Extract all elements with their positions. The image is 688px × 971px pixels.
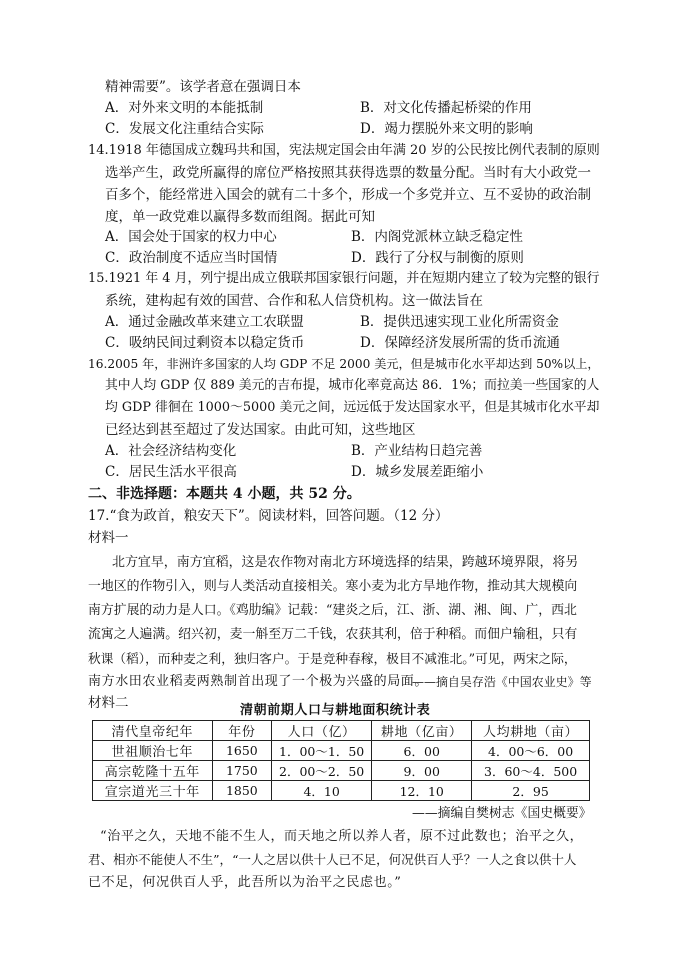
quote-line-3: 已不足，何况供百人乎，此吾所以为治平之民虑也。” [88, 875, 402, 890]
q13-option-d[interactable]: D．竭力摆脱外来文明的影响 [360, 121, 533, 137]
table-cell: 1650 [212, 741, 271, 761]
quote-line-2: 君、相亦不能使人不生”，“一人之居以供十人已不足，何况供百人乎？一人之食以供十人 [88, 852, 577, 867]
q14-option-c[interactable]: C．政治制度不适应当时国情 [105, 250, 278, 266]
q14-stem-line-2: 选举产生，政党所赢得的席位严格按照其获得选票的数量分配。当时有大小政党一 [105, 165, 591, 181]
q17-title: 17.“食为政首，粮安天下”。阅读材料，回答问题。（12 分） [88, 508, 449, 524]
material-1-label: 材料一 [88, 530, 129, 546]
table-row [93, 741, 590, 761]
q16-stem-line-1: 16.2005 年，非洲许多国家的人均 GDP 不足 2000 美元，但是城市化水平却达到 50%以上， [88, 357, 600, 371]
q15-option-d[interactable]: D．保障经济发展所需的货币流通 [360, 335, 560, 351]
table-cell: 4．00～6．00 [472, 741, 590, 761]
table-caption: 清朝前期人口与耕地面积统计表 [240, 703, 431, 718]
q15-stem-line-2: 系统，建构起有效的国营、合作和私人信贷机构。这一做法旨在 [105, 293, 483, 309]
table-cell: 2．00～2．50 [272, 761, 372, 781]
table-cell: 高宗乾隆十五年 [93, 761, 213, 781]
q13-continuation: 精神需要”。该学者意在强调日本 [105, 79, 301, 95]
q14-option-a[interactable]: A．国会处于国家的权力中心 [105, 229, 277, 245]
q15-option-c[interactable]: C．吸纳民间过剩资本以稳定货币 [105, 335, 305, 351]
q16-stem-line-3: 均 GDP 徘徊在 1000～5000 美元之间，远远低于发达国家水平，但是其城市化水平却 [105, 400, 600, 415]
table-header-cell: 耕地（亿亩） [372, 721, 472, 741]
q13-option-b[interactable]: B．对文化传播起桥梁的作用 [360, 100, 532, 116]
table-cell: 1．00～1．50 [272, 741, 372, 761]
q16-stem-line-4: 已经达到甚至超过了发达国家。由此可知，这些地区 [105, 422, 416, 438]
table-cell: 1850 [212, 781, 271, 801]
q16-option-a[interactable]: A．社会经济结构变化 [105, 443, 237, 459]
material-1-line-4: 流寓之人遍满。绍兴初，麦一斛至万二千钱，农获其利，倍于种稻。而佃户输租，只有 [88, 627, 578, 642]
q16-option-b[interactable]: B．产业结构日趋完善 [351, 443, 483, 459]
q14-stem-line-4: 度，单一政党难以赢得多数而组阁。据此可知 [105, 209, 375, 225]
table-header-cell: 人口（亿） [272, 721, 372, 741]
table-source: ——摘编自樊树志《国史概要》 [412, 806, 592, 821]
material-1-line-3: 南方扩展的动力是人口。《鸡肋编》记载：“建炎之后，江、浙、湖、湘、闽、广，西北 [88, 603, 577, 618]
material-1-line-2: 一地区的作物引入，则与人类活动直接相关。寒小麦为北方旱地作物，推动其大规模向 [88, 579, 578, 594]
q16-option-d[interactable]: D．城乡发展差距缩小 [351, 464, 484, 480]
q14-stem-line-3: 百多个，能经常进入国会的就有二十多个，形成一个多党并立、互不妥协的政治制 [105, 187, 591, 203]
table-header-cell: 清代皇帝纪年 [93, 721, 213, 741]
table-cell: 宣宗道光三十年 [93, 781, 213, 801]
table-cell: 2．95 [472, 781, 590, 801]
quote-line-1: “治平之久，天地不能不生人，而天地之所以养人者，原不过此数也；治平之久， [100, 829, 584, 844]
table-cell: 6．00 [372, 741, 472, 761]
population-farmland-table [92, 720, 590, 801]
material-1-line-6: 南方水田农业稻麦两熟制首出现了一个极为兴盛的局面。 [88, 674, 429, 689]
table-cell: 3．60～4．500 [472, 761, 590, 781]
table-cell: 9．00 [372, 761, 472, 781]
material-1-source: ——摘自吴存浩《中国农业史》等 [412, 675, 592, 689]
q15-option-b[interactable]: B．提供迅速实现工业化所需资金 [360, 314, 559, 330]
q14-option-b[interactable]: B．内阁党派林立缺乏稳定性 [351, 229, 523, 245]
q14-option-d[interactable]: D．践行了分权与制衡的原则 [351, 250, 524, 266]
material-1-line-1: 北方宜早，南方宜稻，这是农作物对南北方环境选择的结果，跨越环境界限，将另 [112, 555, 579, 570]
q14-stem-line-1: 14.1918 年德国成立魏玛共和国，宪法规定国会由年满 20 岁的公民按比例代表制的原则 [88, 143, 600, 158]
q13-option-c[interactable]: C．发展文化注重结合实际 [105, 121, 264, 137]
q13-option-a[interactable]: A．对外来文明的本能抵制 [105, 100, 264, 116]
table-cell: 4．10 [272, 781, 372, 801]
table-header-cell: 人均耕地（亩） [472, 721, 590, 741]
material-1-line-5: 秋课（稻），而种麦之利，独归客户。于是竞种春稼，极目不减淮北。”可见，两宋之际， [88, 651, 577, 666]
table-cell: 12．10 [372, 781, 472, 801]
table-row [93, 761, 590, 781]
table-header-cell: 年份 [212, 721, 271, 741]
q16-option-c[interactable]: C．居民生活水平很高 [105, 464, 237, 480]
table-header-row [93, 721, 590, 741]
q15-stem-line-1: 15.1921 年 4 月，列宁提出成立俄联邦国家银行问题，并在短期内建立了较为完整的银行 [88, 271, 600, 286]
section-2-heading: 二、非选择题：本题共 4 小题，共 52 分。 [88, 486, 361, 502]
q15-option-a[interactable]: A．通过金融改革来建立工农联盟 [105, 314, 304, 330]
material-2-label: 材料二 [88, 695, 129, 711]
table-cell: 1750 [212, 761, 271, 781]
table-cell: 世祖顺治七年 [93, 741, 213, 761]
table-row [93, 781, 590, 801]
q16-stem-line-2: 其中人均 GDP 仅 889 美元的吉布提，城市化率竟高达 86．1%；而拉美一些国家的人 [105, 378, 600, 393]
